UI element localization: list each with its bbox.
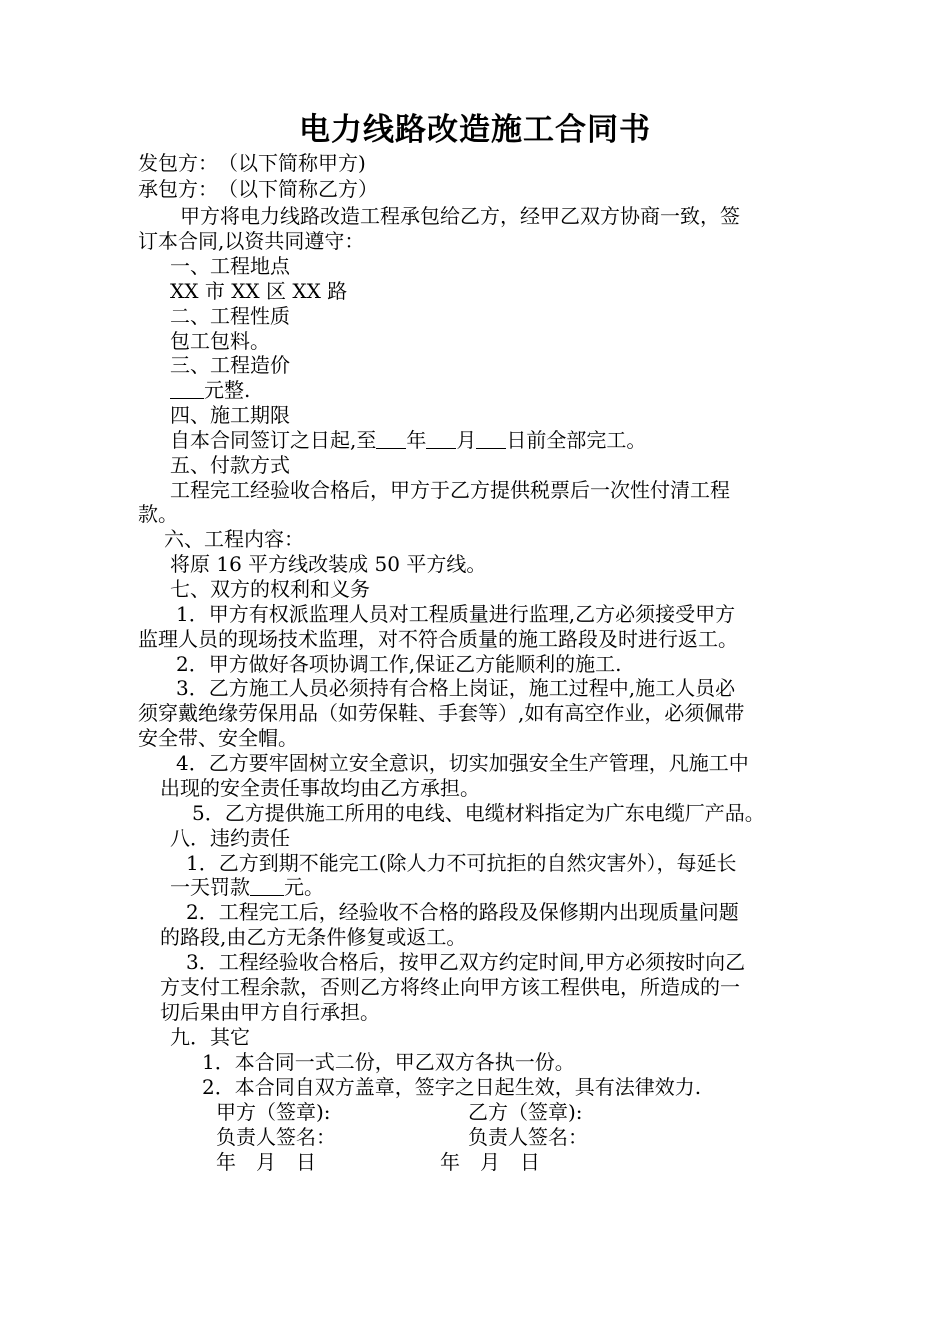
day-blank <box>476 430 506 449</box>
section-7-item-5: 5．乙方提供施工所用的电线、电缆材料指定为广东电缆厂产品。 <box>192 801 765 825</box>
section-8-item-3a: 3．工程经验收合格后，按甲乙双方约定时间,甲方必须按时向乙 <box>186 950 746 974</box>
section-7-item-3a: 3．乙方施工人员必须持有合格上岗证，施工过程中,施工人员必 <box>176 676 736 700</box>
section-3-body <box>170 377 250 403</box>
section-7-item-3c: 安全带、安全帽。 <box>138 726 298 750</box>
section-9-item-2: 2．本合同自双方盖章，签字之日起生效，具有法律效力. <box>202 1075 702 1099</box>
section-3-text: 元整. <box>204 378 251 402</box>
section-7-item-2: 2．甲方做好各项协调工作,保证乙方能顺利的施工. <box>176 652 622 676</box>
section-7-heading: 七、双方的权利和义务 <box>170 577 370 601</box>
party-b-date-label: 年 月 日 <box>440 1150 540 1174</box>
section-8-item-3b: 方支付工程余款，否则乙方将终止向甲方该工程供电，所造成的一 <box>160 975 740 999</box>
intro-line-1: 甲方将电力线路改造工程承包给乙方，经甲乙双方协商一致，签 <box>180 204 740 228</box>
intro-line-2: 订本合同,以资共同遵守： <box>138 229 365 253</box>
section-7-item-4b: 出现的安全责任事故均由乙方承担。 <box>160 776 480 800</box>
penalty-blank <box>250 877 284 896</box>
penalty-text-a: 一天罚款 <box>170 875 250 899</box>
section-8-heading: 八．违约责任 <box>170 826 290 850</box>
section-7-item-1b: 监理人员的现场技术监理，对不符合质量的施工路段及时进行返工。 <box>138 627 738 651</box>
section-4-text-a: 自本合同签订之日起,至 <box>170 428 377 452</box>
section-6-body: 将原 16 平方线改装成 50 平方线。 <box>170 552 487 576</box>
penalty-text-b: 元。 <box>284 875 324 899</box>
section-8-item-2b: 的路段,由乙方无条件修复或返工。 <box>160 925 467 949</box>
section-8-item-2a: 2．工程完工后，经验收不合格的路段及保修期内出现质量问题 <box>186 900 739 924</box>
party-a-signer-label: 负责人签名： <box>216 1125 336 1149</box>
section-8-item-1b <box>170 874 324 900</box>
section-3-heading: 三、工程造价 <box>170 353 290 377</box>
section-5-body-2: 款。 <box>138 502 178 526</box>
section-9-heading: 九．其它 <box>170 1025 250 1049</box>
section-2-body: 包工包料。 <box>170 329 270 353</box>
section-4-heading: 四、施工期限 <box>170 403 290 427</box>
section-7-item-4a: 4．乙方要牢固树立安全意识，切实加强安全生产管理，凡施工中 <box>176 751 749 775</box>
section-7-item-3b: 须穿戴绝缘劳保用品（如劳保鞋、手套等）,如有高空作业，必须佩带 <box>138 701 745 725</box>
section-9-item-1: 1．本合同一式二份，甲乙双方各执一份。 <box>202 1050 575 1074</box>
year-blank <box>376 430 406 449</box>
month-label: 月 <box>456 428 477 452</box>
section-8-item-3c: 切后果由甲方自行承担。 <box>160 1000 380 1024</box>
section-4-body <box>170 427 646 453</box>
year-label: 年 <box>406 428 427 452</box>
section-1-body: XX 市 XX 区 XX 路 <box>170 279 348 303</box>
party-a-date-label: 年 月 日 <box>216 1150 316 1174</box>
section-7-item-1a: 1．甲方有权派监理人员对工程质量进行监理,乙方必须接受甲方 <box>176 602 736 626</box>
section-2-heading: 二、工程性质 <box>170 304 290 328</box>
document-title: 电力线路改造施工合同书 <box>299 112 651 148</box>
party-a-line: 发包方： （以下简称甲方) <box>138 151 366 175</box>
party-a-seal-label: 甲方（签章): <box>216 1100 331 1124</box>
section-6-heading: 六、工程内容： <box>164 527 304 551</box>
section-5-body-1: 工程完工经验收合格后，甲方于乙方提供税票后一次性付清工程 <box>170 478 730 502</box>
party-b-seal-label: 乙方（签章): <box>468 1100 583 1124</box>
section-1-heading: 一、工程地点 <box>170 254 290 278</box>
section-5-heading: 五、付款方式 <box>170 453 290 477</box>
party-b-line: 承包方： （以下简称乙方） <box>138 177 378 201</box>
party-b-signer-label: 负责人签名： <box>468 1125 588 1149</box>
amount-blank <box>170 380 204 399</box>
section-4-text-b: 日前全部完工。 <box>506 428 647 452</box>
section-8-item-1a: 1．乙方到期不能完工(除人力不可抗拒的自然灾害外），每延长 <box>186 851 737 875</box>
month-blank <box>426 430 456 449</box>
